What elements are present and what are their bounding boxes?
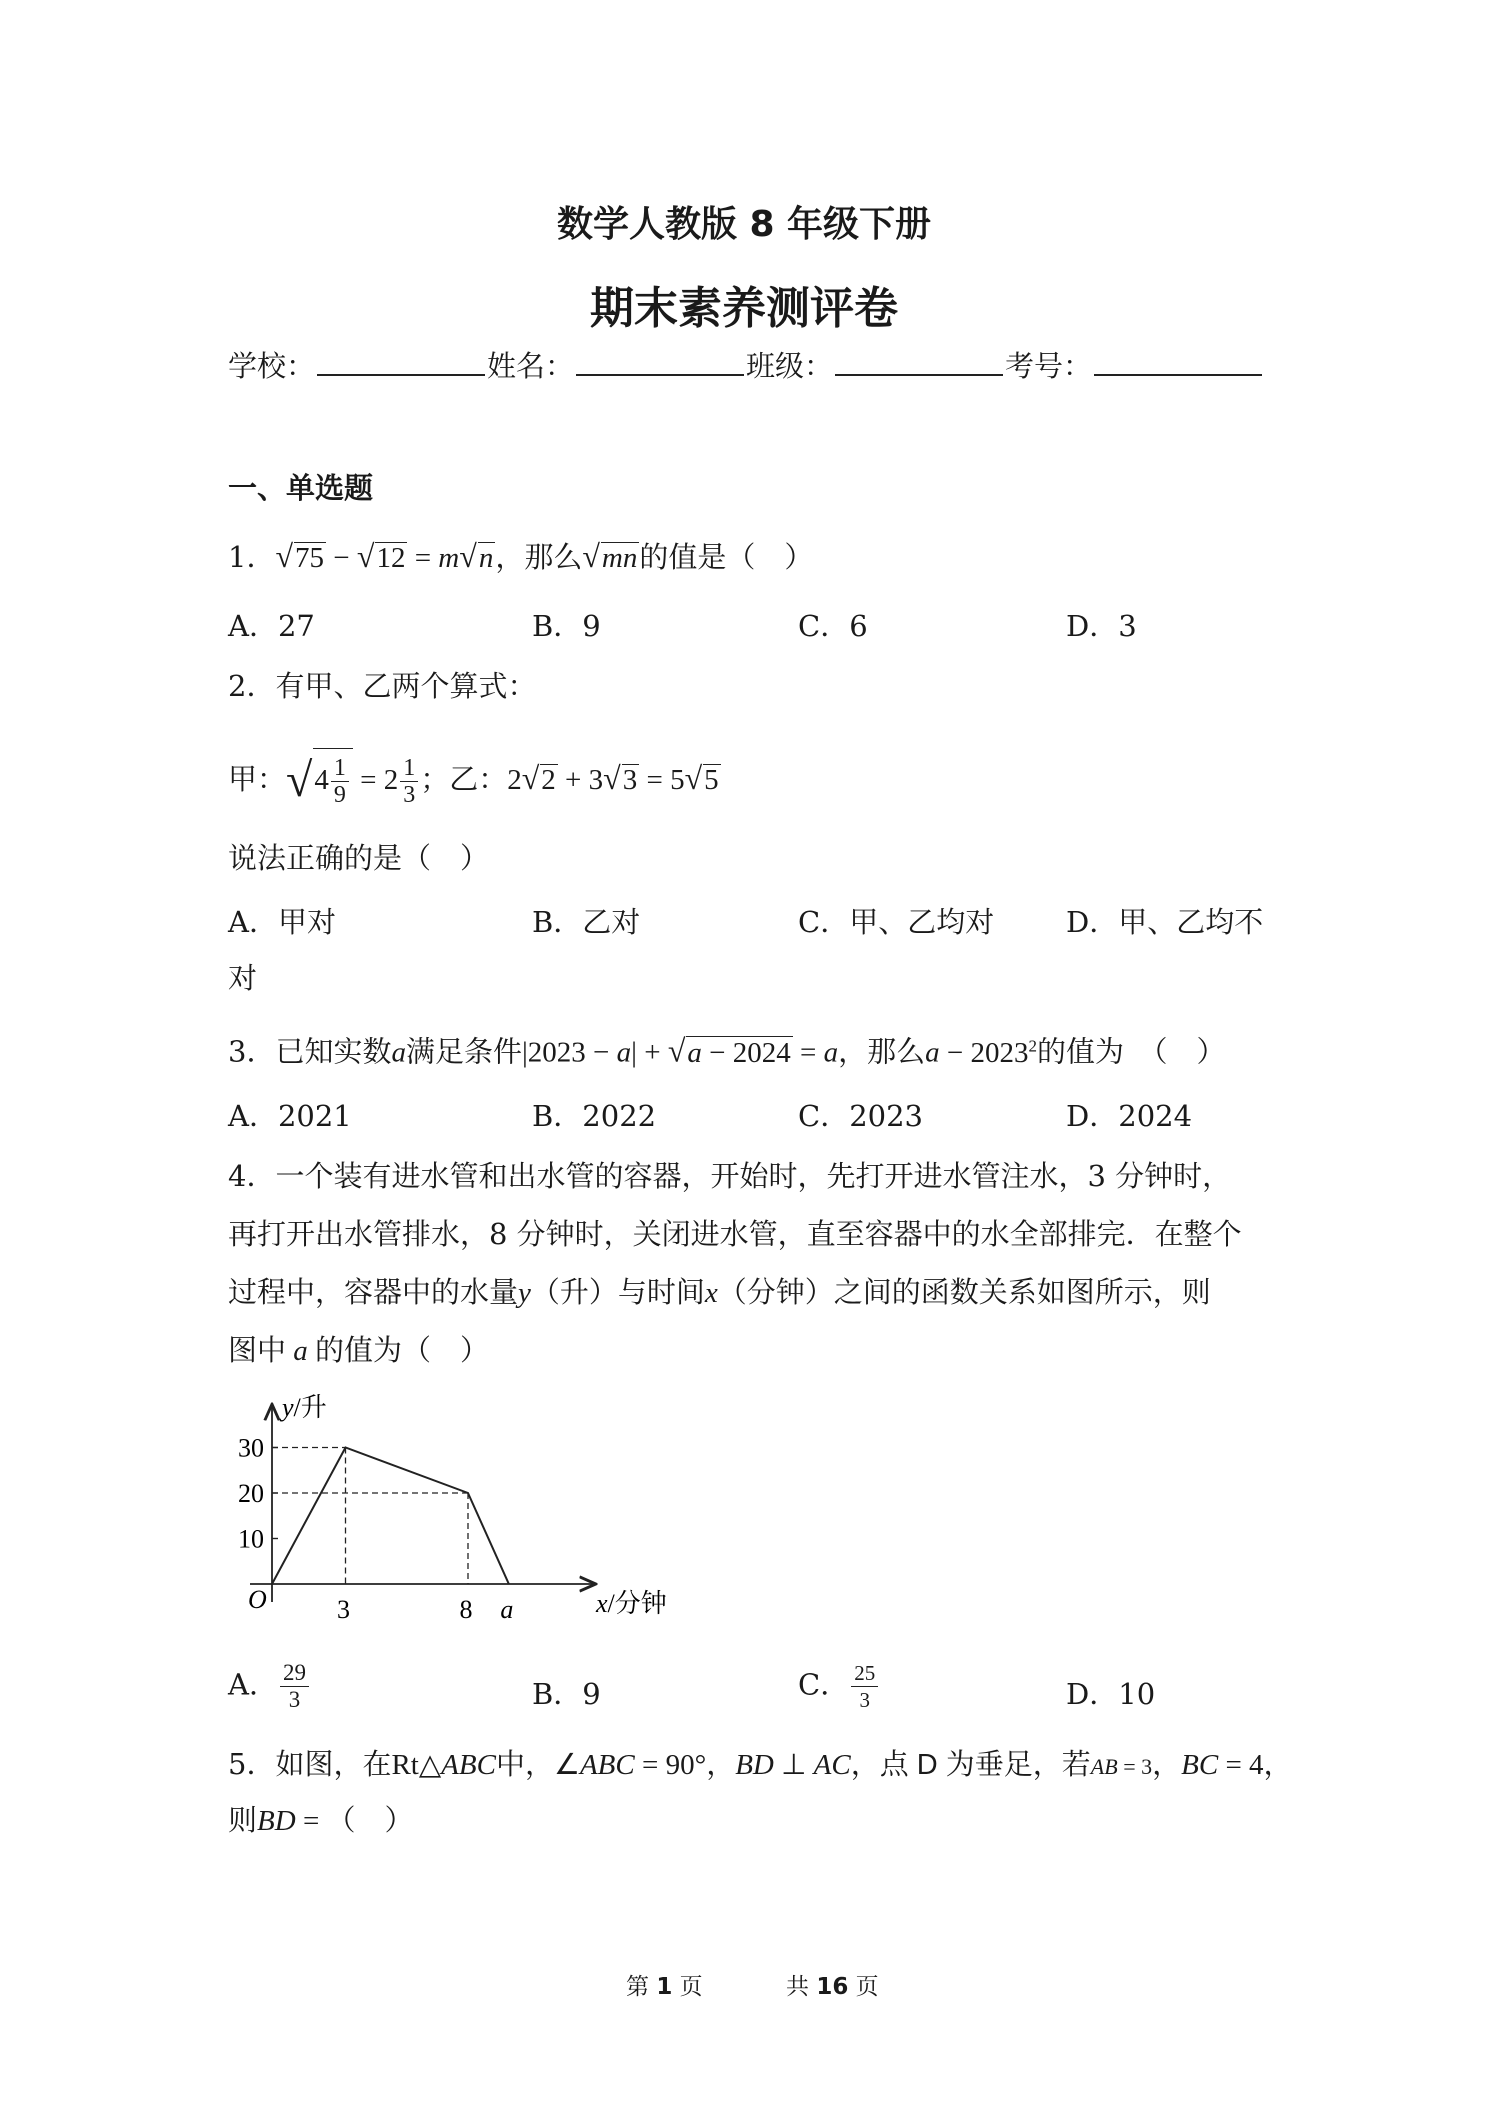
title-grade: 数学人教版 8 年级下册 (556, 204, 932, 245)
q4-option-b[interactable]: B．9 (532, 1677, 601, 1711)
q3-option-c[interactable]: C．2023 (798, 1099, 923, 1133)
x-tick-label: 8 (459, 1595, 473, 1624)
section-heading: 一、单选题 (228, 471, 374, 505)
y-tick-label: 10 (238, 1524, 264, 1554)
x-tick-label: 3 (337, 1595, 350, 1624)
q1-option-b[interactable]: B．9 (532, 609, 601, 643)
series-line (272, 1448, 509, 1585)
q4-line-1: 4．一个装有进水管和出水管的容器，开始时，先打开进水管注水，3 分钟时， (228, 1159, 1232, 1193)
class-label: 班级： (746, 349, 834, 383)
info-fields (228, 346, 1264, 386)
q4-line-2: 再打开出水管排水，8 分钟时，关闭进水管，直至容器中的水全部排完．在整个 (228, 1217, 1242, 1251)
question-1: 1．√75 − √12 = m√n，那么√mn的值是（ ） (228, 538, 814, 574)
q3-option-b[interactable]: B．2022 (532, 1099, 657, 1133)
q2-ask: 说法正确的是（ ） (228, 841, 490, 875)
exam-no-label: 考号： (1005, 349, 1093, 383)
q4-option-d[interactable]: D．10 (1066, 1677, 1156, 1711)
page-number: 第 1 页 (626, 1974, 703, 2000)
y-tick-label: 20 (238, 1479, 264, 1508)
school-label: 学校： (228, 349, 316, 383)
q1-option-c[interactable]: C．6 (798, 609, 868, 643)
y-tick-label: 30 (238, 1433, 264, 1463)
y-axis-label: y/升 (282, 1393, 327, 1422)
q1-option-a[interactable]: A．27 (228, 609, 315, 643)
water-volume-chart (220, 1390, 680, 1640)
q3-option-a[interactable]: A．2021 (228, 1099, 352, 1133)
origin-label: O (248, 1585, 267, 1614)
q2-option-d-wrap: 对 (228, 961, 258, 995)
school-input[interactable] (317, 346, 485, 376)
title-exam: 期末素养测评卷 (590, 283, 898, 334)
x-axis-label: x/分钟 (596, 1589, 667, 1618)
name-input[interactable] (576, 346, 744, 376)
q2-option-c[interactable]: C．甲、乙均对 (798, 905, 995, 939)
question-3: 3．已知实数a满足条件|2023 − a| + √a − 2024 = a，那么$a - 2023^2$的值为 （ ） (228, 1032, 1226, 1069)
q1-option-d[interactable]: D．3 (1066, 609, 1137, 643)
q4-option-a[interactable]: A． $\frac{29}{3}$ (228, 1660, 311, 1713)
class-input[interactable] (835, 346, 1003, 376)
q4-option-c[interactable]: C． $\frac{25}{3}$ (798, 1660, 880, 1713)
exam-no-input[interactable] (1094, 346, 1262, 376)
q3-option-d[interactable]: D．2024 (1066, 1099, 1193, 1133)
name-label: 姓名： (487, 349, 575, 383)
x-tick-label: a (500, 1595, 514, 1624)
question-5: 5．如图，在Rt△ABC中，∠ABC = 90°，BD ⊥ AC，点 D 为垂足，若AB = 3，BC = 4， (228, 1747, 1293, 1781)
q4-line-3: 过程中，容器中的水量y（升）与时间x（分钟）之间的函数关系如图所示，则 (228, 1275, 1211, 1309)
q4-line-4: 图中 a 的值为（ ） (228, 1333, 490, 1367)
q2-option-b[interactable]: B．乙对 (532, 905, 641, 939)
question-2: 2．有甲、乙两个算式： (228, 669, 537, 703)
q5-line-2: 则BD = （ ） (228, 1803, 414, 1837)
q2-option-a[interactable]: A．甲对 (228, 905, 336, 939)
q2-expressions: 甲：√4 $\frac{1}{9}$ = 2 $\frac{1}{3}$ ；乙：2√2 + 3√3 = 5√5 (228, 748, 721, 811)
q2-option-d[interactable]: D．甲、乙均不 (1066, 905, 1264, 939)
total-pages: 共 16 页 (786, 1974, 879, 2000)
